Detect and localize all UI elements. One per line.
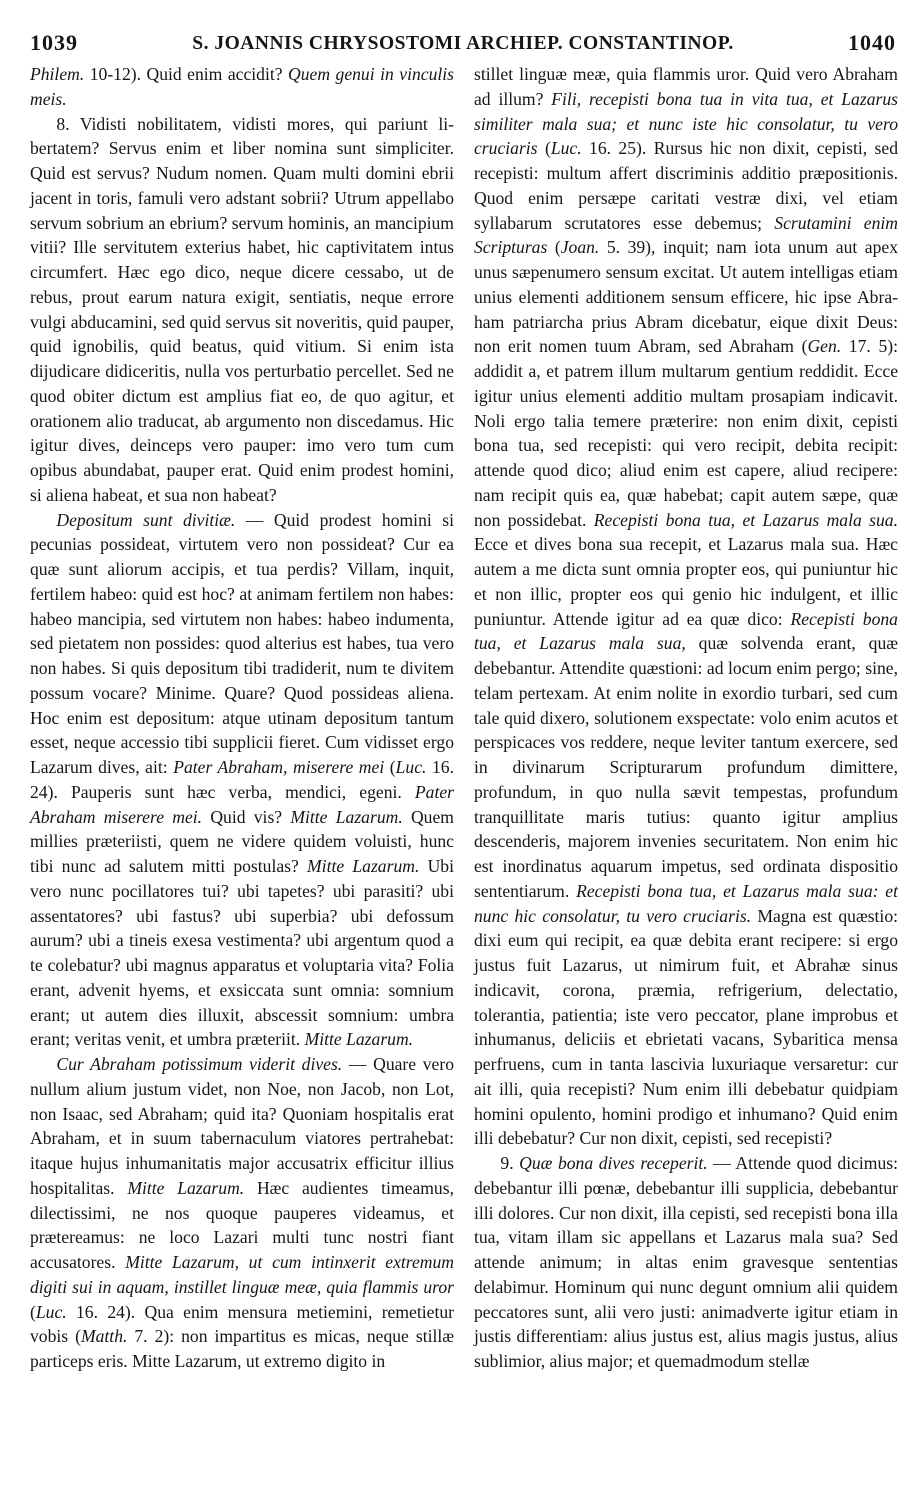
right-column	[474, 62, 898, 1374]
paragraph: Philem. 10-12). Quid enim accidit? Quem genui in vinculis meis.	[30, 64, 454, 109]
page-number-right: 1040	[848, 30, 896, 55]
paragraph: 8. Vidisti nobilitatem, vidisti mores, qui pariunt libertatem? Servus enim et liber nomina sunt simpliciter. Quid est servus? Nudum nomen. Quam multi domini ebrii jacent in toris, famuli vero adstant sobrii? Utrum appellabo servum sobrium an ebrium? servum hominis, an mancipium vitii? Ille servitutem exterius habet, hic captivitatem intus circumfert. Hæc ego dico, neque dicere cessabo, ut de rebus, prout earum natura exigit, sentiatis, neque errore vulgi abducamini, sed quid servus sit noveritis, quid pauper, quid ignobilis, quid beatus, quid vitium. Si enim ista dijudicare didiceritis, nulla vos perturbatio percellet. Sed ne quod obiter dictum est amplius fiat eo, de quo agitur, et orationem alio traducat, ab argumento non discedamus. Hic igitur dives, deinceps vero pauper: imo vero tum cum opibus abundabat, pauper erat. Quid enim prodest homini, si aliena habeat, et sua non habeat?	[30, 113, 454, 505]
paragraph: stillet linguæ meæ, quia flammis uror. Quid vero Abraham ad illum? Fili, recepisti bona tua in vita tua, et Lazarus similiter mala sua; et nunc iste hic consolatur, tu vero cruciaris (Luc. 16. 25). Rursus hic non dixit, cepisti, sed recepisti: multum affert discriminis additio præpositionis. Quod enim persæpe caritati vestræ dixi, vel etiam syllabarum scrutatores esse debemus; Scrutamini enim Scripturas (Joan. 5. 39), inquit; nam iota unum aut apex unus sæpenumero sensum excitat. Ut autem intelligas etiam unius elementi additionem sensum efficere, hic ipse Abraham patriarcha prius Abram dicebatur, eique dixit Deus: non erit nomen tuum Abram, sed Abraham (Gen. 17. 5): addidit a, et patrem illum multarum gentium reddidit. Ecce igitur unius elementi additio multam prosapiam indicavit. Noli ergo talia temere præterire: non enim dixit, cepisti bona tua, sed recepisti: qui vero recipit, debita recipit: attende quod dico; aliud enim est capere, aliud recipere: nam recipit quis ea, quæ habebat; capit autem sæpe, quæ non possidebat. Recepisti bona tua, et Lazarus mala sua. Ecce et dives bona sua recepit, et Lazarus mala sua. Hæc autem a me dicta sunt omnia propter eos, qui puniuntur hic et non illic, propter eos qui genio hic indulgent, et illic puniuntur. Attende igitur ad ea quæ dico: Recepisti bona tua, et Lazarus mala sua, quæ solvenda erant, quæ debebantur. Attendite quæstioni: ad locum enim pergo; sine, telam pertexam. At enim nolite in exordio turbari, sed cum tale quid dixero, solutionem exspectate: volo enim acutos et perspicaces vos reddere, neque leviter tantum exercere, sed in divinarum Scripturarum profundum dimittere, profundum, in quo nulla sævit tempestas, profundum tranquillitate maris tutius: quanto igitur amplius descenderis, majorem invenies securitatem. Non enim hic est inordinatus aquarum impetus, sed ordinata dispositio sententiarum. Recepisti bona tua, et Lazarus mala sua: et nunc hic consolatur, tu vero cruciaris. Magna est quæstio: dixi eum qui recipit, ea quæ debita erant recipere: si ergo justus fuit Lazarus, ut nimirum fuit, et Abrahæ sinus indicavit, corona, præmia, refrigerium, delectatio, tolerantia, patientia; iste vero peccator, plane improbus et inhumanus, deliciis et ebrietati vacans, Sybaritica mensa perfruens, cum in tanta lascivia luxuriaque versaretur: cur ait illi, quia recepisti? Num enim illi debebatur quidpiam homini opulento, homini prodigo et inhumano? Quid enim illi debebatur? Cur non dixit, cepisti, sed recepisti?	[474, 64, 899, 1149]
running-title: S. JOANNIS CHRYSOSTOMI ARCHIEP. CONSTANTINOP.	[192, 33, 734, 54]
paragraph: Depositum sunt divitiæ. — Quid prodest homini si pecunias possideat, virtutem vero non possideat? Cur ea quæ sunt aliorum accipis, et tua perdis? Villam, inquit, fertilem habeo: quid est hoc? at animam fertilem non habes: habeo mancipia, sed virtutem non habes: habeo indumenta, sed pietatem non possides: quod alterius est habes, tua vero non habes. Si quis depositum tibi tradiderit, num te divitem possum vocare? Minime. Quare? Quod possideas aliena. Hoc enim est depositum: atque utinam depositum tantum esset, neque accessio tibi supplicii fieret. Cum vidisset ergo Lazarum dives, ait: Pater Abraham, miserere mei (Luc. 16. 24). Pauperis sunt hæc verba, mendici, egeni. Pater Abraham miserere mei. Quid vis? Mitte Lazarum. Quem millies præteriisti, quem ne videre quidem voluisti, hunc tibi nunc ad salutem mitti postulas? Mitte Lazarum. Ubi vero nunc pocillatores tui? ubi tapetes? ubi parasiti? ubi assentatores? ubi fastus? ubi superbia? ubi defossum aurum? ubi a tineis exesa vestimenta? ubi argentum quod a te colebatur? ubi magnus apparatus et voluptaria vita? Folia erant, advenit hyems, et exsiccata sunt omnia: somnium erant; ut autem dies illuxit, abscessit somnium: umbra erant; veritas venit, et umbra præteriit. Mitte Lazarum.	[30, 509, 455, 1050]
paragraph: 9. Quæ bona dives receperit. — Attende quod dicimus: debebantur illi pœnæ, debebantur illi supplicia, debebantur illi dolores. Cur non dixit, illa cepisti, sed recepisti bona illa tua, vitam illam sic appellans et Lazarus mala sua? Sed attende animum; in altas enim gravesque sententias delabimur. Hominum qui nunc degunt omnium alii quidem peccatores sunt, alii vero justi: animadverte igitur etiam in justis differentiam: alius justus est, alius magis justus, alius sublimior, alius major; et quemadmodum stellæ	[474, 1153, 898, 1371]
paragraph: Cur Abraham potissimum viderit dives. — Quare vero nullum alium justum videt, non Noe, non Jacob, non Lot, non Isaac, sed Abraham; quid ita? Quoniam hospitalis erat Abraham, et in suum tabernaculum viatores pertrahebat: itaque hujus inhumanitatis major accusatrix efficitur illius hospitalitas. Mitte Lazarum. Hæc audientes timeamus, dilectissimi, ne nos quoque pauperes videamus, et prætereamus: ne loco Lazari multi tunc nostri fiant accusatores. Mitte Lazarum, ut cum intinxerit extremum digiti sui in aquam, instillet linguæ meæ, quia flammis uror (Luc. 16. 24). Qua enim mensura metiemini, remetietur vobis (Matth. 7. 2): non impartitus es micas, neque stillæ particeps eris. Mitte Lazarum, ut extremo digito in	[30, 1054, 455, 1371]
page-header	[30, 30, 896, 60]
left-column	[30, 62, 454, 1374]
page-number-left: 1039	[30, 30, 78, 55]
